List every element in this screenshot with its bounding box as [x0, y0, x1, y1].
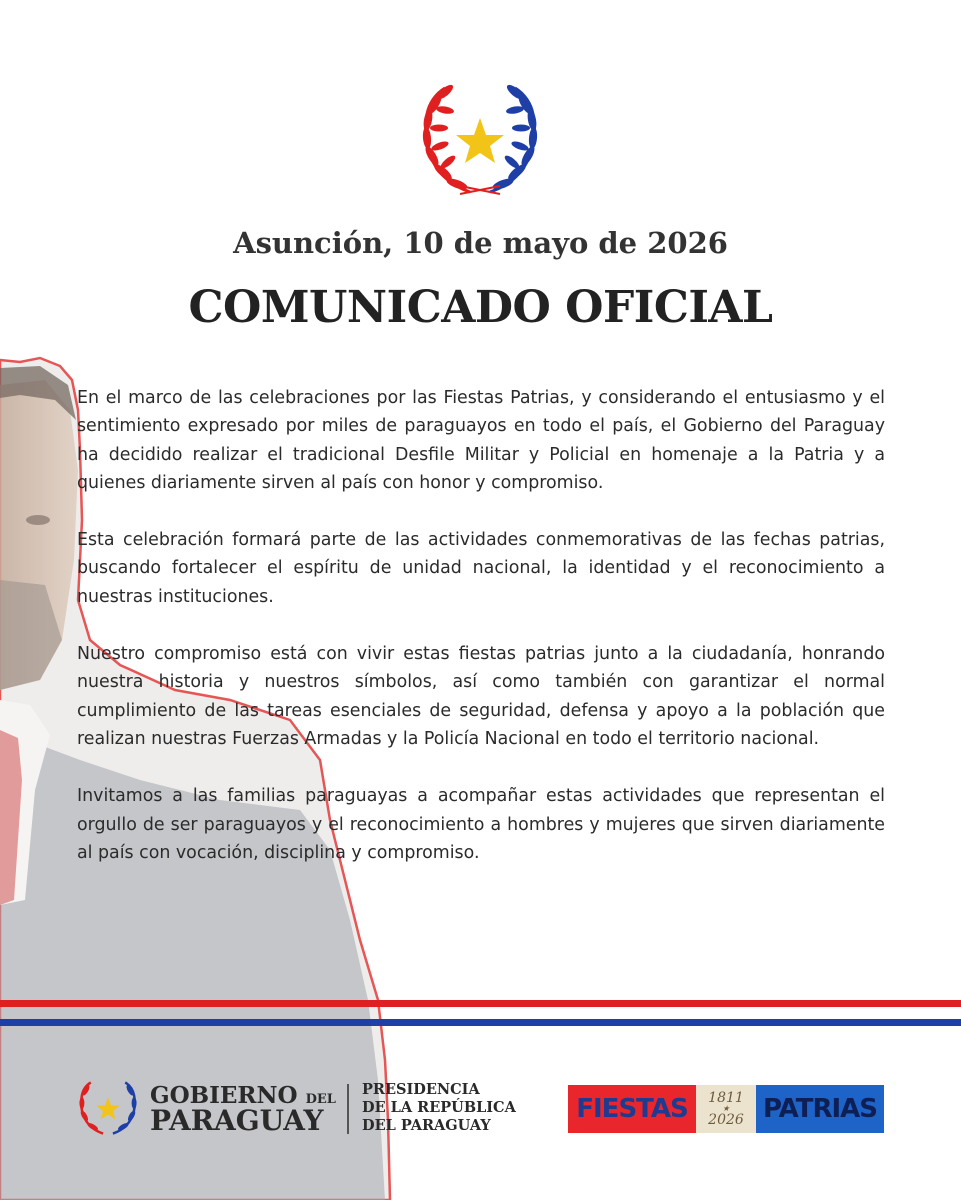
star-icon: ★	[722, 1104, 730, 1113]
paragraph: En el marco de las celebraciones por las Fiestas Patrias, y considerando el entusiasmo y el sentimiento expresado por miles de paraguayos en todo el país, el Gobierno del Paraguay ha decidido realizar el tradicional Desfile Militar y Policial en homenaje a la Patria y a quienes diariamente sirven al país con honor y compromiso.	[77, 388, 885, 493]
flag-stripe-blue	[0, 1019, 961, 1026]
fiestas-patrias-right: PATRIAS	[756, 1085, 884, 1133]
flag-stripe-red	[0, 1000, 961, 1007]
page-title: COMUNICADO OFICIAL	[188, 282, 773, 333]
paragraph: Nuestro compromiso está con vivir estas fiestas patrias junto a la ciudadanía, honrando nuestra historia y nuestros símbolos, así como también con garantizar el normal cumplimiento de las tareas esenciales de seguridad, defensa y apoyo a la población que realizan nuestras Fuerzas Armadas y la Policía Nacional en todo el territorio nacional.	[77, 644, 885, 749]
fiestas-patrias-years	[696, 1085, 756, 1133]
year-end: 2026	[708, 1112, 744, 1128]
presidency-line: DEL PARAGUAY	[362, 1117, 491, 1134]
logo-divider	[347, 1084, 349, 1134]
gov-logo-line2: PARAGUAY	[150, 1104, 324, 1137]
year-start: 1811	[708, 1090, 744, 1106]
gov-logo-word: GOBIERNO	[150, 1082, 298, 1109]
presidency-line: PRESIDENCIA	[362, 1081, 480, 1098]
date-line: Asunción, 10 de mayo de 2026	[233, 226, 728, 260]
paragraph: Invitamos a las familias paraguayas a acompañar estas actividades que representan el orgullo de ser paraguayos y el reconocimiento a hombres y mujeres que sirven diariamente al país con vocación, disciplina y compromiso.	[77, 786, 885, 863]
paragraph: Esta celebración formará parte de las actividades conmemorativas de las fechas patrias, buscando fortalecer el espíritu de unidad nacional, la identidad y el reconocimiento a nuestras instituciones.	[77, 530, 885, 607]
laurel-star-emblem-icon	[415, 84, 545, 196]
communique-body	[77, 384, 885, 896]
fiestas-patrias-left: FIESTAS	[568, 1085, 696, 1133]
presidency-line: DE LA REPÚBLICA	[362, 1099, 516, 1116]
gov-logo-del: DEL	[305, 1092, 336, 1107]
presidency-logo	[362, 1081, 516, 1135]
laurel-star-emblem-icon	[76, 1080, 140, 1136]
